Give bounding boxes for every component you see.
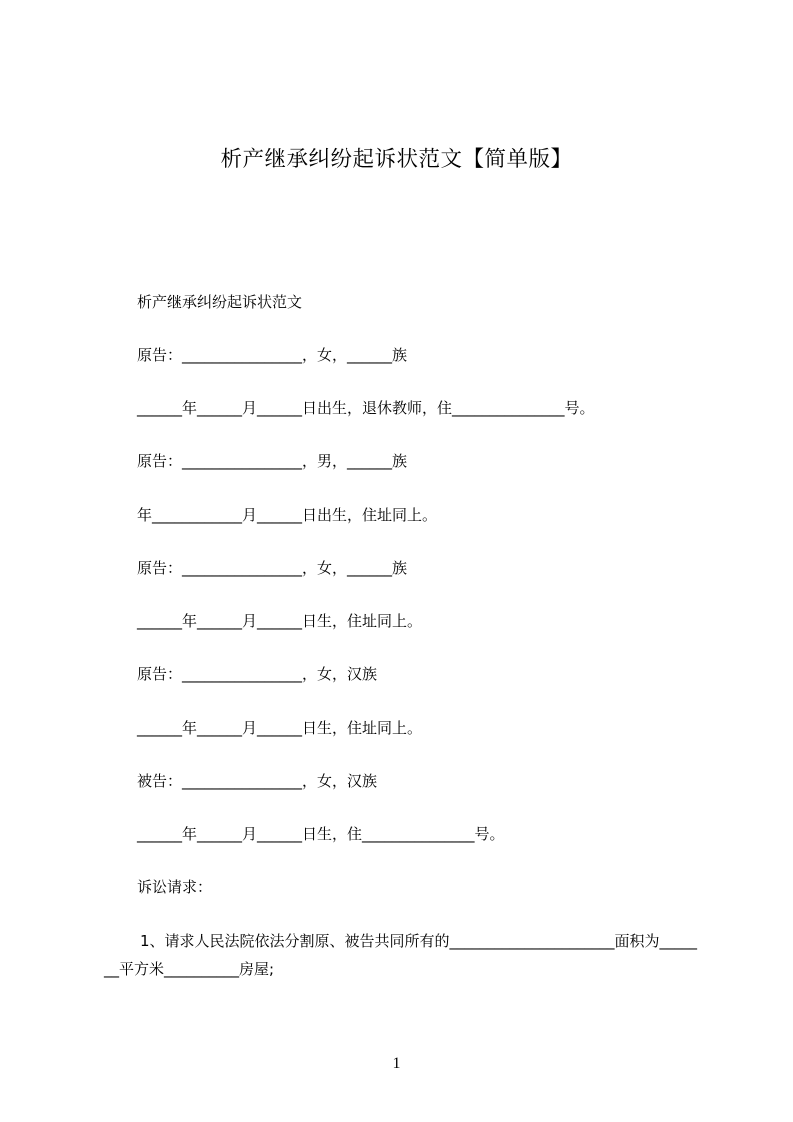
section-heading: 析产继承纠纷起诉状范文	[137, 293, 303, 311]
defendant-birth-line: ______年______月______日生，住_______________号。	[137, 825, 505, 843]
plaintiff-3-line: 原告：________________，女，______族	[137, 559, 408, 577]
plaintiff-3-birth-line: ______年______月______日生，住址同上。	[137, 612, 423, 630]
document-title: 析产继承纠纷起诉状范文【简单版】	[220, 147, 573, 172]
page-number: 1	[392, 1055, 401, 1072]
plaintiff-1-line: 原告：________________，女，______族	[137, 346, 408, 364]
plaintiff-2-birth-line: 年____________月______日出生，住址同上。	[137, 506, 438, 524]
plaintiff-4-line: 原告：________________，女，汉族	[137, 665, 378, 683]
plaintiff-2-line: 原告：________________，男，______族	[137, 452, 408, 470]
plaintiff-1-birth-line: ______年______月______日出生，退休教师，住_______________号。	[137, 399, 595, 417]
claim-item-1: 1、请求人民法院依法分割原、被告共同所有的______________________面积为_______平方米__________房屋;	[104, 932, 698, 978]
defendant-line: 被告：________________，女，汉族	[137, 772, 378, 790]
plaintiff-4-birth-line: ______年______月______日生，住址同上。	[137, 719, 423, 737]
claims-heading: 诉讼请求：	[137, 878, 213, 896]
